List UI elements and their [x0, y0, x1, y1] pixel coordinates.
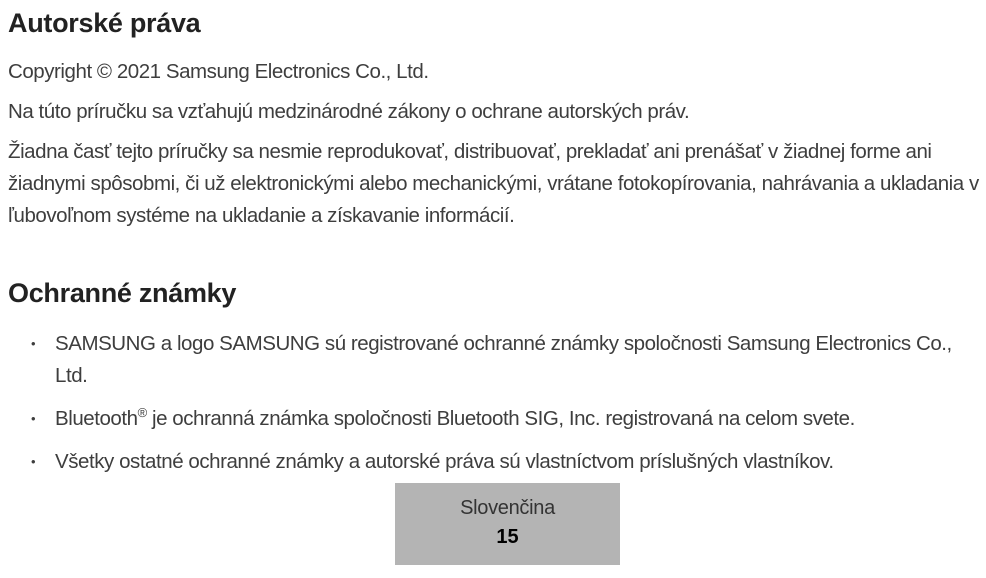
- list-item-samsung-trademark: [8, 328, 986, 392]
- copyright-section-heading: Autorské práva: [8, 8, 201, 38]
- trademarks-section-heading: Ochranné známky: [8, 278, 237, 308]
- bullet-icon: •: [31, 454, 36, 469]
- trademarks-list: [8, 328, 986, 478]
- list-item-text: [55, 403, 973, 435]
- registered-trademark-symbol: ®: [137, 405, 147, 421]
- list-item-text: SAMSUNG a logo SAMSUNG sú registrované ochranné známky spoločnosti Samsung Electronics Co., Ltd.: [55, 332, 952, 387]
- language-label: Slovenčina: [460, 497, 555, 519]
- copyright-law-line: Na túto príručku sa vzťahujú medzinárodné zákony o ochrane autorských práv.: [8, 100, 690, 123]
- list-item-other-trademarks: [8, 446, 986, 478]
- page-number: 15: [496, 526, 519, 548]
- bullet-icon: •: [31, 336, 36, 351]
- list-item-bluetooth-trademark: [8, 403, 986, 435]
- page-footer-box: [395, 483, 620, 565]
- bluetooth-word: Bluetooth: [55, 407, 138, 430]
- bullet-icon: •: [31, 411, 36, 426]
- copyright-restrictions-paragraph: Žiadna časť tejto príručky sa nesmie reprodukovať, distribuovať, prekladať ani prenášať v žiadnej forme ani žiadnymi spôsobmi, či už elektronickými alebo mechanickými, vrátane fotokopírovania, nahrávania a ukladania v ľubovoľnom systéme na ukladanie a získavanie informácií.: [8, 140, 979, 227]
- copyright-notice-line: Copyright © 2021 Samsung Electronics Co., Ltd.: [8, 60, 429, 83]
- list-item-text: Všetky ostatné ochranné známky a autorské práva sú vlastníctvom príslušných vlastníkov.: [55, 450, 834, 473]
- bluetooth-statement: je ochranná známka spoločnosti Bluetooth SIG, Inc. registrovaná na celom svete.: [146, 407, 855, 430]
